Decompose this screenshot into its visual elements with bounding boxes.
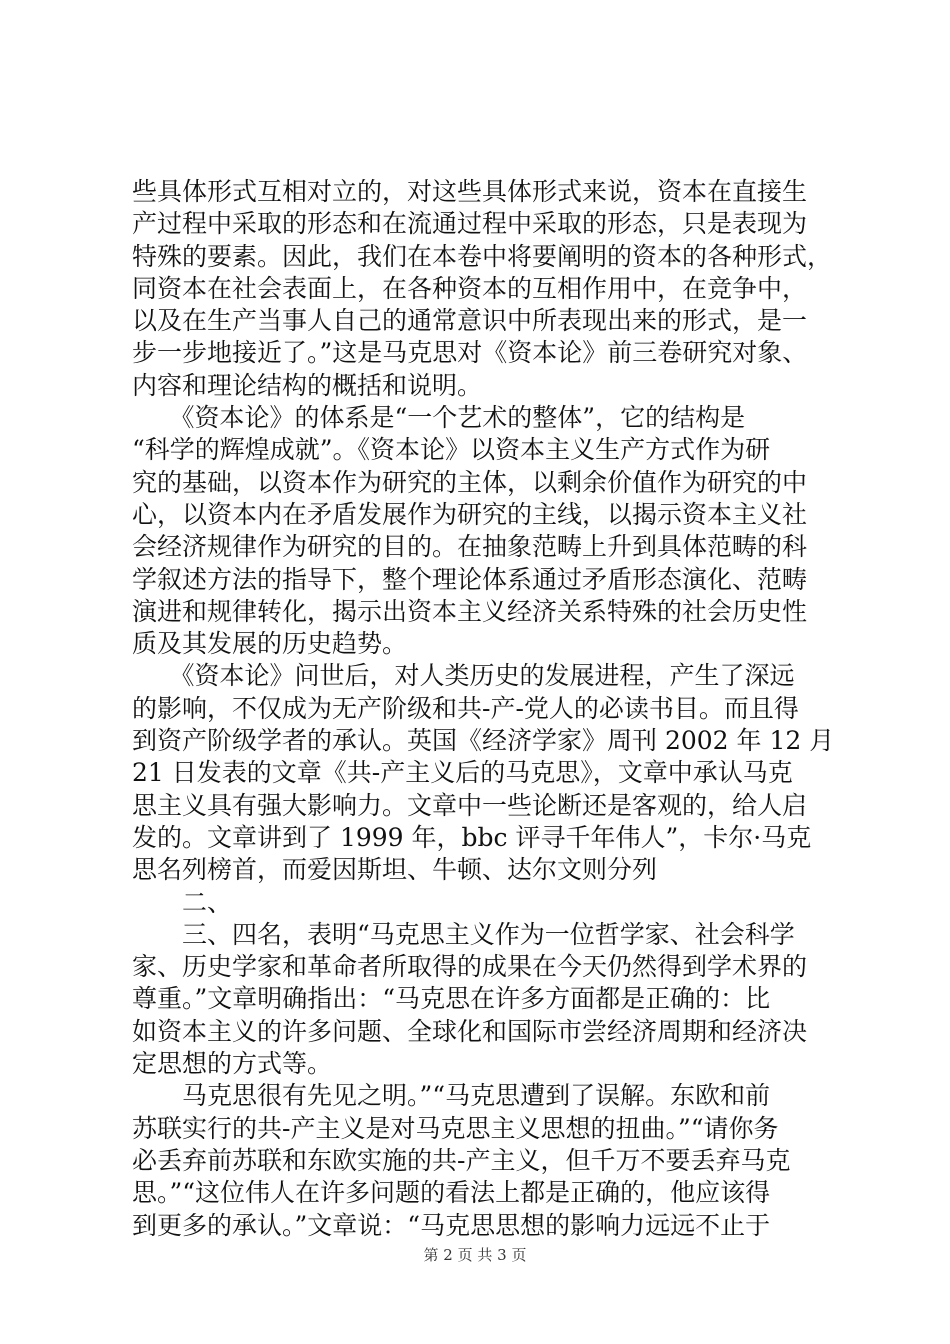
text-line: 以及在生产当事人自己的通常意识中所表现出来的形式，是一 <box>132 306 808 336</box>
text-line: 定思想的方式等。 <box>132 1049 333 1079</box>
text-line: 《资本论》问世后，对人类历史的发展进程，产生了深远 <box>132 661 795 691</box>
text-line: 到更多的承认。”文章说：“马克思思想的影响力远远不止于 <box>132 1210 771 1240</box>
text-line: 马克思很有先见之明。”“马克思遭到了误解。东欧和前 <box>132 1081 771 1111</box>
text-line: 些具体形式互相对立的，对这些具体形式来说，资本在直接生 <box>132 177 808 206</box>
text-line: 苏联实行的共-产主义是对马克思主义思想的扭曲。”“请你务 <box>132 1113 779 1143</box>
text-line: 二、 <box>132 887 233 917</box>
text-line: 思名列榜首，而爱因斯坦、牛顿、达尔文则分列 <box>132 855 658 885</box>
document-body <box>132 176 835 1242</box>
text-line: 同资本在社会表面上，在各种资本的互相作用中，在竞争中， <box>132 273 808 303</box>
text-line: 学叙述方法的指导下，整个理论体系通过矛盾形态演化、范畴 <box>132 564 808 594</box>
text-line: 思。”“这位伟人在许多问题的看法上都是正确的，他应该得 <box>132 1178 771 1208</box>
text-line: 内容和理论结构的概括和说明。 <box>132 370 483 400</box>
text-line: 演进和规律转化，揭示出资本主义经济关系特殊的社会历史性 <box>132 596 808 626</box>
text-line: 三、四名，表明“马克思主义作为一位哲学家、社会科学 <box>132 919 795 949</box>
text-line: 到资产阶级学者的承认。英国《经济学家》周刊 2002 年 12 月 <box>132 726 835 756</box>
text-line: 21 日发表的文章《共-产主义后的马克思》，文章中承认马克 <box>132 758 793 788</box>
text-line: “科学的辉煌成就”。《资本论》以资本主义生产方式作为研 <box>132 435 771 465</box>
text-line: 步一步地接近了。”这是马克思对《资本论》前三卷研究对象、 <box>132 338 808 368</box>
text-line: 究的基础，以资本作为研究的主体，以剩余价值作为研究的中 <box>132 467 808 497</box>
text-line: 家、历史学家和革命者所取得的成果在今天仍然得到学术界的 <box>132 952 808 982</box>
text-line: 《资本论》的体系是“一个艺术的整体”，它的结构是 <box>132 403 746 433</box>
text-line: 特殊的要素。因此，我们在本卷中将要阐明的资本的各种形式， <box>132 241 833 271</box>
text-line: 发的。文章讲到了 1999 年，bbc 评寻千年伟人”，卡尔·马克 <box>132 822 812 852</box>
text-line: 的影响，不仅成为无产阶级和共-产-党人的必读书目。而且得 <box>132 693 799 723</box>
text-line: 心，以资本内在矛盾发展作为研究的主线，以揭示资本主义社 <box>132 499 808 529</box>
text-line: 质及其发展的历史趋势。 <box>132 629 408 659</box>
text-line: 产过程中采取的形态和在流通过程中采取的形态，只是表现为 <box>132 209 808 239</box>
text-line: 思主义具有强大影响力。文章中一些论断还是客观的，给人启 <box>132 790 808 820</box>
text-line: 必丢弃前苏联和东欧实施的共-产主义，但千万不要丢弃马克 <box>132 1145 791 1175</box>
page-number-footer: 第 2 页 共 3 页 <box>423 1246 527 1264</box>
text-line: 尊重。”文章明确指出：“马克思在许多方面都是正确的：比 <box>132 984 771 1014</box>
text-line: 会经济规律作为研究的目的。在抽象范畴上升到具体范畴的科 <box>132 532 808 562</box>
text-line: 如资本主义的许多问题、全球化和国际市尝经济周期和经济决 <box>132 1016 808 1046</box>
